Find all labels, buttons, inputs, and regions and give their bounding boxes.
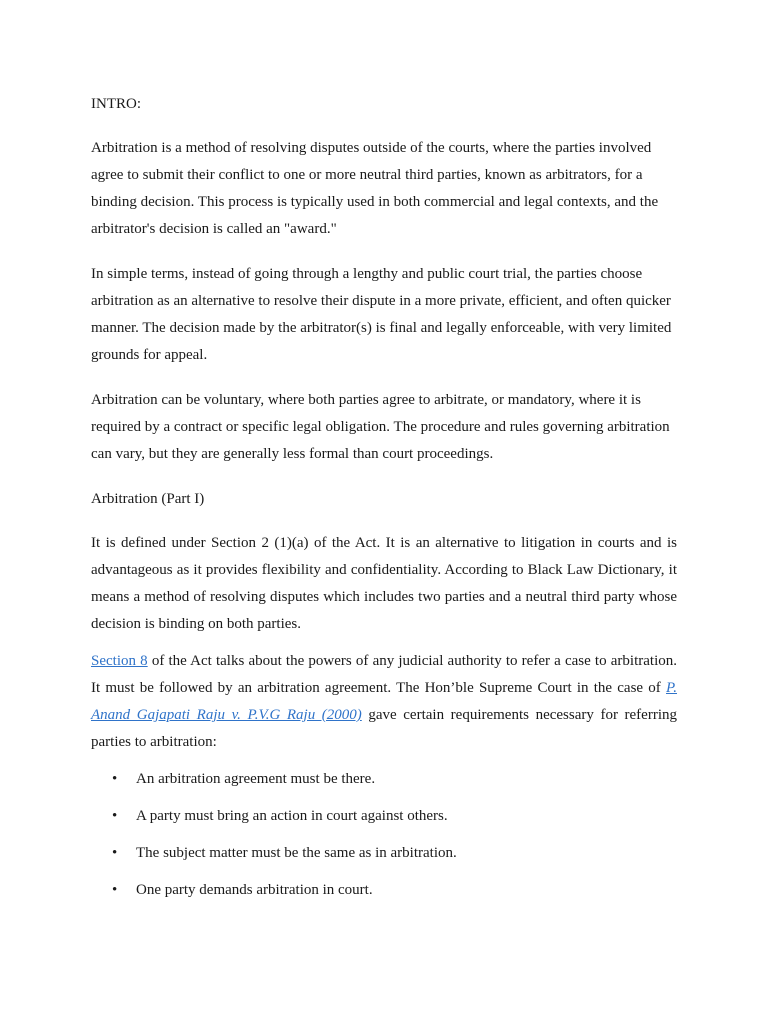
- list-item: [91, 877, 677, 904]
- list-item-text: An arbitration agreement must be there.: [136, 771, 376, 787]
- section8-text: of the Act talks about the powers of any judicial authority to refer a case to arbitration. It must be followed by an arbitration agreement. The Hon’ble Supreme Court in the case of: [91, 653, 677, 696]
- list-item-text: The subject matter must be the same as in arbitration.: [136, 845, 457, 861]
- list-item-text: One party demands arbitration in court.: [136, 882, 373, 898]
- bullet-icon: •: [112, 771, 118, 787]
- list-item-text: A party must bring an action in court against others.: [136, 808, 448, 824]
- intro-paragraph-1: Arbitration is a method of resolving disputes outside of the courts, where the parties involved agree to submit their conflict to one or more neutral third parties, known as arbitrators, for a binding decision. This process is typically used in both commercial and legal contexts, and the arbitrator's decision is called an "award.": [91, 140, 659, 237]
- intro-paragraph-2: In simple terms, instead of going through a lengthy and public court trial, the parties choose arbitration as an alternative to resolve their dispute in a more private, efficient, and often quicker manner. The decision made by the arbitrator(s) is final and legally enforceable, with very limited grounds for appeal.: [91, 266, 672, 363]
- definition-paragraph: It is defined under Section 2 (1)(a) of the Act. It is an alternative to litigation in courts and is advantageous as it provides flexibility and confidentiality. According to Black Law Dictionary, it means a method of resolving disputes which includes two parties and a neutral third party whose decision is binding on both parties.: [91, 535, 677, 632]
- bullet-icon: •: [112, 845, 118, 861]
- list-item: [91, 840, 677, 867]
- part1-heading: Arbitration (Part I): [91, 491, 205, 507]
- section8-text-end: gave certain requirements necessary for referring parties to arbitration:: [91, 707, 677, 750]
- list-item: [91, 766, 677, 793]
- section-8-link[interactable]: Section 8: [91, 653, 148, 669]
- bullet-icon: •: [112, 882, 118, 898]
- section8-paragraph: [91, 648, 677, 756]
- intro-paragraph-3: Arbitration can be voluntary, where both parties agree to arbitrate, or mandatory, where it is required by a contract or specific legal obligation. The procedure and rules governing arbitration can vary, but they are generally less formal than court proceedings.: [91, 392, 670, 462]
- list-item: [91, 803, 677, 830]
- case-citation-link[interactable]: P. Anand Gajapati Raju v. P.V.G Raju (2000): [91, 680, 677, 723]
- requirements-list: [91, 766, 677, 904]
- intro-heading: INTRO:: [91, 96, 141, 112]
- bullet-icon: •: [112, 808, 118, 824]
